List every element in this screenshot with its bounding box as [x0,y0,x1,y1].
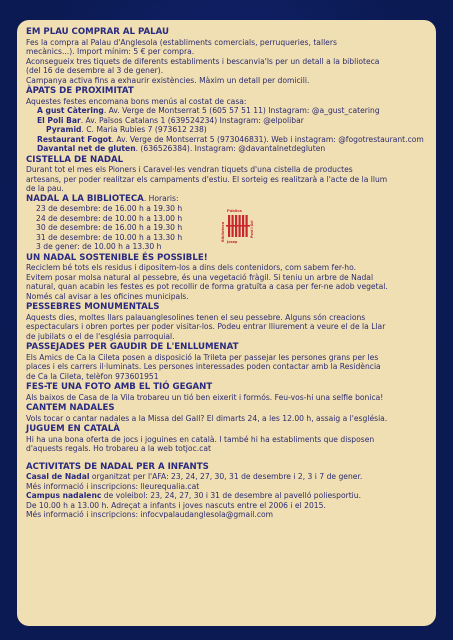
text-line: de Ca la Cileta, telèfon 973601951 [26,371,159,381]
section-tio [26,382,428,402]
text-line: De 10.00 h a 13.00 h. Adreçat a infants i joves nascuts entre el 2006 i el 2015. [26,500,326,510]
section-title: CANTEM NADALES [26,403,115,413]
activity-name: Campus nadalenc [26,491,102,500]
schedule-item: 31 de desembre: de 10.00 h a 13.30 h [36,232,183,242]
text-line: de la pau. [26,184,64,193]
section-activitats [26,462,428,520]
list-item [26,135,428,145]
business-details: . Av. Verge de Montserrat 5 (973046831). Web i instagram: @fogotrestaurant.com [111,134,424,144]
section-title-suffix: . Horaris: [143,193,179,203]
business-details: . Av. Verge de Montserrat 5 (605 57 51 11) Instagram: @a_gust_catering [103,106,380,115]
activity-details: de voleibol: 23, 24, 27, 30 i 31 de desembre al pavelló poliesportiu. [101,491,362,500]
text-line: (del 16 de desembre al 3 de gener). [26,66,164,75]
library-logo [219,208,255,244]
text-line: Aquestes festes encomana bons menús al costat de casa: [26,96,247,106]
business-name: A gust Càtering [37,106,104,115]
section-title: CISTELLA DE NADAL [26,154,124,165]
text-line: mecànics...). Import mínim: 5 € per compra. [26,47,195,56]
text-line: Fes la compra al Palau d'Anglesola (establiments comercials, perruqueries, tallers [26,37,337,47]
section-apats [26,86,428,154]
text-line [26,491,428,501]
text-line: Hi ha una bona oferta de jocs i joguines en català. I també hi ha establiments que disposen [26,434,375,444]
schedule-item: 24 de desembre: de 10.00 h a 13.00 h [36,213,183,223]
list-item [26,144,428,154]
text-line: de jubilats o el de l'església parroquial. [26,331,175,341]
section-passejades [26,342,428,381]
text-line: Més informació i inscripcions: infocvpalaudanglesola@gmail.com [26,510,274,519]
text-line: Durant tot el mes els Pioners i Caravel·les vendran tiquets d'una cistella de productes [26,165,353,174]
section-title: FES-TE UNA FOTO AMB EL TIÓ GEGANT [26,382,213,392]
logo-text-josep: Josep [227,239,238,244]
section-title: UN NADAL SOSTENIBLE ÉS POSSIBLE! [26,252,208,263]
business-name: Davantal net de gluten [37,144,136,153]
section-title: EM PLAU COMPRAR AL PALAU [26,27,170,37]
list-item [26,125,428,135]
text-line: Més informació i inscripcions: lleurequalia.cat [26,481,200,491]
section-comprar [26,27,428,85]
text-line: Els Amics de Ca la Cileta posen a disposició la Trileta per passejar les persones grans per les [26,352,379,362]
spacer [26,454,428,461]
text-line: places i els carrers il·luminats. Les persones interessades poden contactar amb la Residència [26,362,381,371]
section-sostenible [26,253,428,302]
schedule-item: 30 de desembre: de 16.00 h a 19.30 h [36,223,183,232]
business-details: . (636526384). Instagram: @davantalnetdegluten [135,144,326,153]
text-line: Vols tocar o cantar nadales a la Missa del Gall? El dimarts 24, a les 12.00 h, assaig a l'església. [26,413,388,423]
section-biblioteca [26,194,428,252]
section-juguem [26,424,428,454]
section-nadales [26,403,428,423]
text-line: Només cal avisar a les oficines municipals. [26,291,189,301]
text-line [26,472,428,482]
section-pessebres [26,302,428,341]
schedule-item: 3 de gener: de 10.00 h a 13.30 h [36,242,162,251]
section-heading [26,194,428,205]
section-title: ÀPATS DE PROXIMITAT [26,86,134,96]
list-item [26,106,428,116]
schedule-item: 23 de desembre: de 16.00 h a 19.30 h [36,204,183,213]
section-title: ACTIVITATS DE NADAL PER A INFANTS [26,461,209,472]
business-details: . C. Maria Rubies 7 (973612 238) [81,125,207,134]
logo-bars-icon [226,215,250,237]
text-line: Evitem posar molsa natural al pessebre, és una vegetació fràgil. Si teniu un arbre de Nadal [26,272,374,282]
text-line: Aconsegueix tres tiquets de diferents establiments i bescanvia'ls per un detall a la biblioteca [26,56,380,66]
section-title: PASSEJADES PER GAUDIR DE L'ENLLUMENAT [26,342,239,352]
logo-text-publica: Pública [227,208,242,213]
text-line: d'aquests regals. Ho trobareu a la web totjoc.cat [26,444,211,453]
text-line: Als baixos de Casa de la Vila trobareu un tió ben eixerit i formós. Feu-vos-hi una selfie bonica! [26,392,384,402]
activity-name: Casal de Nadal [26,472,90,481]
business-name: Restaurant Fogot [37,134,112,144]
section-title: PESSEBRES MONUMENTALS [26,302,160,312]
activity-details: organitzat per l'AFA: 23, 24, 27, 30, 31 de desembre i 2, 3 i 7 de gener. [89,472,363,481]
text-line: artesans, per poder realitzar els campaments d'estiu. El sorteig es realitzarà a l'acte de la llum [26,174,388,184]
logo-text-biblioteca: Biblioteca [221,221,225,242]
business-name: Pyramid [46,125,82,134]
text-line: natural, quan acabin les festes es pot recollir de forma gratuïta a casa per fer-ne adob vegetal. [26,282,388,291]
text-line: Reciclem bé tots els residus i dipositem-los a dins dels contenidors, com sabem fer-ho. [26,263,357,272]
info-card [17,20,436,626]
section-title: JUGUEM EN CATALÀ [26,424,120,434]
section-title: NADAL A LA BIBLIOTECA [26,193,144,204]
list-item [26,116,428,126]
section-cistella [26,155,428,194]
text-line: Aquests dies, moltes llars palauanglesolines tenen el seu pessebre. Alguns són creacions [26,312,366,322]
business-name: El Poli Bar [37,115,81,125]
business-details: . Av. Països Catalans 1 (639524234) Instagram: @elpolibar [80,115,304,125]
logo-text-pont: Pont i Gol [250,219,254,238]
text-line: espectaculars i obren portes per poder visitar-los. Podeu entrar lliurement a veure el de la Llar [26,322,386,331]
text-line: Campanya activa fins a exhaurir existències. Màxim un detall per domicili. [26,75,310,85]
